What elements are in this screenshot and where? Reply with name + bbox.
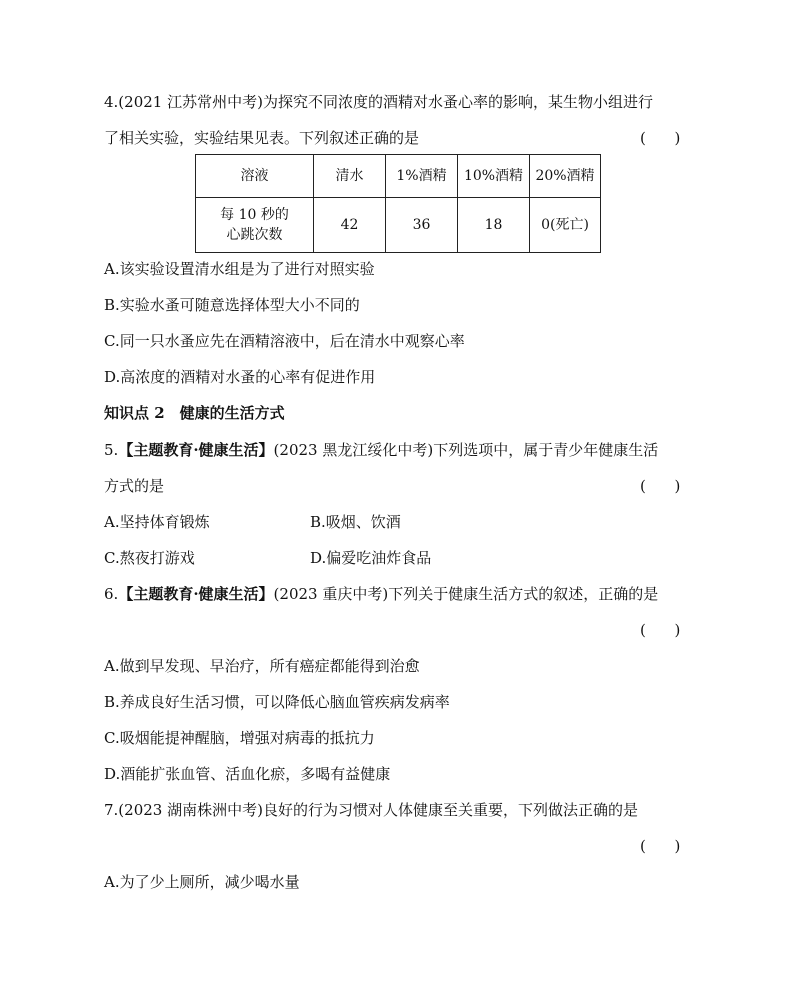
row-label-line1: 每 10 秒的 bbox=[220, 207, 289, 223]
q5-topic-tag: 【主题教育·健康生活】 bbox=[118, 441, 274, 459]
table-header-cell: 清水 bbox=[314, 155, 386, 198]
table-header-cell: 1%酒精 bbox=[386, 155, 458, 198]
q6-option-b: B.养成良好生活习惯，可以降低心脑血管疾病发病率 bbox=[104, 693, 450, 711]
q5-stem-line2: 方式的是 bbox=[104, 477, 165, 495]
q7-option-a: A.为了少上厕所，减少喝水量 bbox=[104, 873, 300, 891]
q6-topic-tag: 【主题教育·健康生活】 bbox=[118, 585, 274, 603]
q5-answer-paren: ( ) bbox=[640, 477, 681, 495]
q6-option-a: A.做到早发现、早治疗，所有癌症都能得到治愈 bbox=[104, 657, 420, 675]
q4-results-table bbox=[195, 154, 601, 253]
row-label-line2: 心跳次数 bbox=[226, 227, 283, 243]
q6-stem-text: (2023 重庆中考)下列关于健康生活方式的叙述，正确的是 bbox=[273, 585, 659, 603]
q5-option-c: C.熬夜打游戏 bbox=[104, 549, 195, 567]
table-row-label bbox=[196, 198, 314, 253]
q6-option-d: D.酒能扩张血管、活血化瘀，多喝有益健康 bbox=[104, 765, 391, 783]
table-header-cell: 20%酒精 bbox=[530, 155, 601, 198]
q6-option-c: C.吸烟能提神醒脑，增强对病毒的抵抗力 bbox=[104, 729, 375, 747]
q5-option-a: A.坚持体育锻炼 bbox=[104, 513, 210, 531]
table-row bbox=[196, 198, 601, 253]
q4-option-d: D.高浓度的酒精对水蚤的心率有促进作用 bbox=[104, 368, 376, 386]
q4-stem-line1: 4.(2021 江苏常州中考)为探究不同浓度的酒精对水蚤心率的影响，某生物小组进行 bbox=[104, 93, 653, 111]
q7-stem-line1: 7.(2023 湖南株洲中考)良好的行为习惯对人体健康至关重要，下列做法正确的是 bbox=[104, 801, 638, 819]
q5-option-b: B.吸烟、饮酒 bbox=[310, 513, 401, 531]
q5-number: 5. bbox=[104, 441, 119, 459]
q5-option-d: D.偏爱吃油炸食品 bbox=[310, 549, 432, 567]
table-header-cell: 溶液 bbox=[196, 155, 314, 198]
q6-answer-paren: ( ) bbox=[640, 621, 681, 639]
q5-stem-line1 bbox=[104, 440, 658, 460]
table-cell: 36 bbox=[386, 198, 458, 253]
section-heading: 知识点 2 健康的生活方式 bbox=[104, 404, 285, 422]
table-header-cell: 10%酒精 bbox=[458, 155, 530, 198]
q4-stem-line2: 了相关实验，实验结果见表。下列叙述正确的是 bbox=[104, 129, 420, 147]
q7-answer-paren: ( ) bbox=[640, 837, 681, 855]
table-cell: 42 bbox=[314, 198, 386, 253]
q4-option-b: B.实验水蚤可随意选择体型大小不同的 bbox=[104, 296, 360, 314]
table-cell: 18 bbox=[458, 198, 530, 253]
table-cell: 0(死亡) bbox=[530, 198, 601, 253]
q6-number: 6. bbox=[104, 585, 119, 603]
q4-option-a: A.该实验设置清水组是为了进行对照实验 bbox=[104, 260, 375, 278]
q4-answer-paren: ( ) bbox=[640, 129, 681, 147]
q6-stem-line1 bbox=[104, 584, 658, 604]
q5-stem-text: (2023 黑龙江绥化中考)下列选项中，属于青少年健康生活 bbox=[273, 441, 659, 459]
table-header-row bbox=[196, 155, 601, 198]
q4-option-c: C.同一只水蚤应先在酒精溶液中，后在清水中观察心率 bbox=[104, 332, 465, 350]
